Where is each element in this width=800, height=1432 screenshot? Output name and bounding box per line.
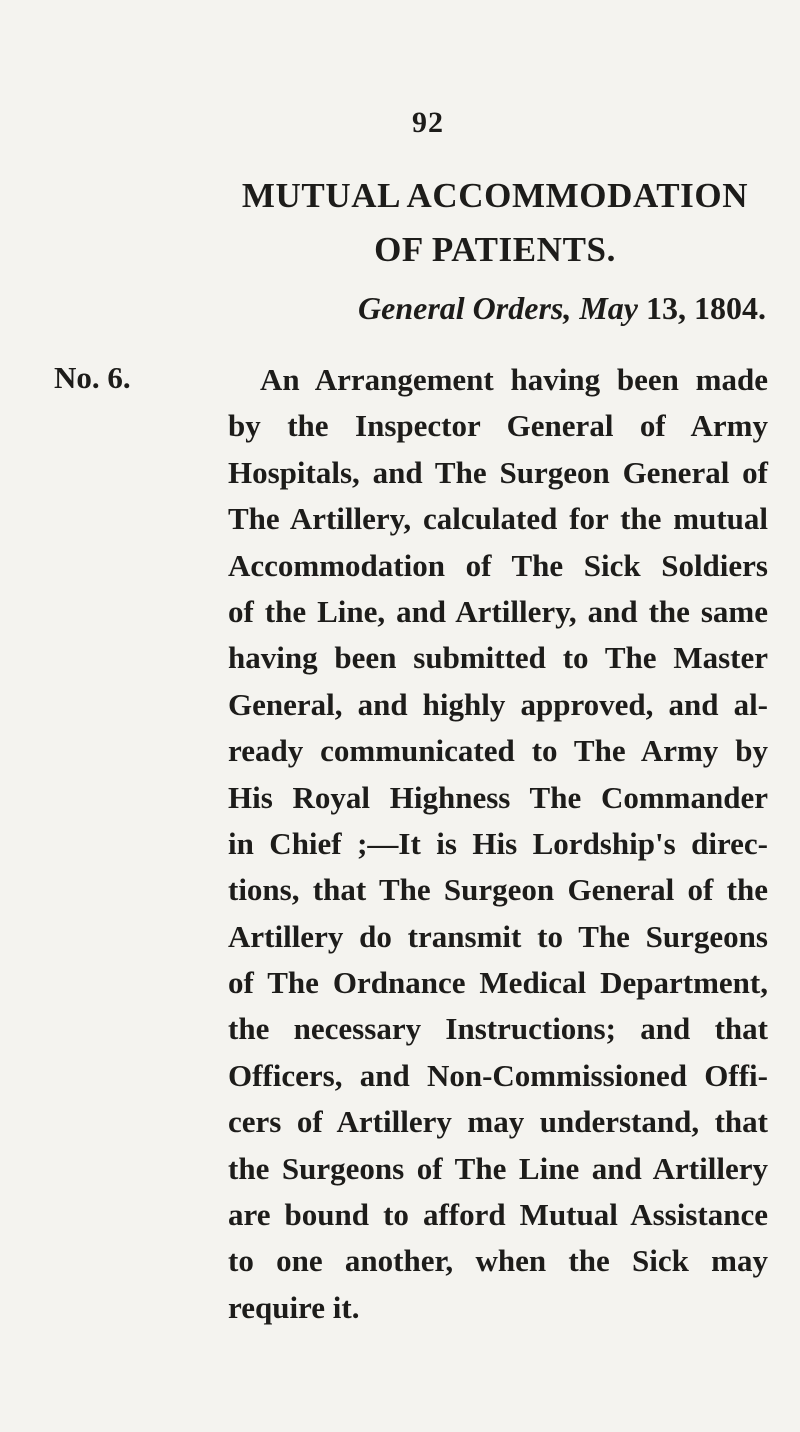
body-line: having been submitted to The Master xyxy=(228,640,768,676)
body-line: the Surgeons of The Line and Artillery xyxy=(228,1150,768,1186)
body-line: to one another, when the Sick may xyxy=(228,1243,768,1279)
body-line: The Artillery, calculated for the mutual xyxy=(228,501,768,537)
body-line: require it. xyxy=(228,1289,360,1325)
body-line: the necessary Instructions; and that xyxy=(228,1011,768,1047)
body-line: in Chief ;—It is His Lordship's direc- xyxy=(228,825,768,861)
body-line: Hospitals, and The Surgeon General of xyxy=(228,454,768,490)
body-line: ready communicated to The Army by xyxy=(228,733,768,769)
body-line: cers of Artillery may understand, that xyxy=(228,1104,768,1140)
body-line: Accommodation of The Sick Soldiers xyxy=(228,547,768,583)
body-line: Officers, and Non-Commissioned Offi- xyxy=(228,1057,768,1093)
title-line-1: MUTUAL ACCOMMODATION xyxy=(241,176,749,215)
page-number: 92 xyxy=(412,106,444,139)
body-line: General, and highly approved, and al- xyxy=(228,686,768,722)
body-line: are bound to afford Mutual Assistance xyxy=(228,1197,768,1233)
title-line-2: OF PATIENTS. xyxy=(374,230,616,269)
body-paragraph xyxy=(228,360,768,1334)
body-line: Artillery do transmit to The Surgeons xyxy=(228,918,768,954)
body-line: tions, that The Surgeon General of the xyxy=(228,872,768,908)
dateline-date: 13, 1804. xyxy=(638,290,766,326)
dateline-month: May xyxy=(579,290,638,326)
body-line: of The Ordnance Medical Department, xyxy=(228,965,768,1001)
body-line: by the Inspector General of Army xyxy=(228,408,768,444)
body-line: An Arrangement having been made xyxy=(260,362,768,397)
dateline xyxy=(0,290,766,327)
order-number: No. 6. xyxy=(54,360,131,395)
body-line: His Royal Highness The Commander xyxy=(228,779,768,815)
dateline-orders: General Orders, xyxy=(358,290,572,326)
body-line: of the Line, and Artillery, and the same xyxy=(228,593,768,629)
